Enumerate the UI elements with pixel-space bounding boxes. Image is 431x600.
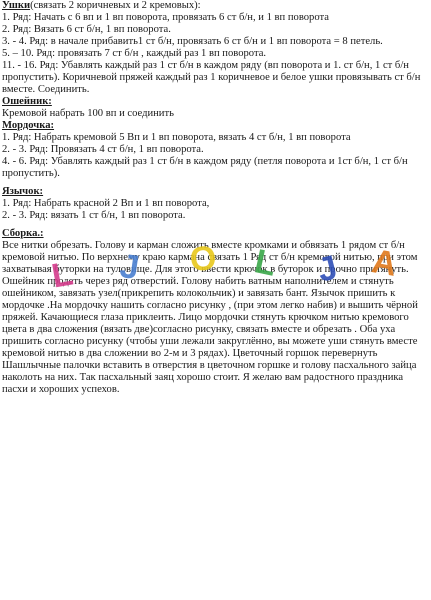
tongue-line: 1. Ряд: Набрать красной 2 Вп и 1 вп поворота, bbox=[2, 198, 210, 209]
collar-line: Кремовой набрать 100 вп и соединить bbox=[2, 108, 174, 119]
watermark-letter: J bbox=[117, 246, 142, 288]
ears-line: 5. – 10. Ряд: провязать 7 ст б/н , каждый раз 1 вп поворота. bbox=[2, 48, 267, 59]
muzzle-heading: Мордочка: bbox=[2, 120, 55, 131]
collar-heading: Ошейник: bbox=[2, 96, 52, 107]
ears-heading: Ушки bbox=[2, 0, 31, 11]
ears-line: 3. - 4. Ряд: в начале прибавить1 ст б/н, провязать 6 ст б/н и 1 вп поворота = 8 петель. bbox=[2, 36, 383, 47]
document bbox=[2, 0, 429, 396]
muzzle-line: 1. Ряд: Набрать кремовой 5 Вп и 1 вп поворота, вязать 4 ст б/н, 1 вп поворота bbox=[2, 132, 351, 143]
assembly-text: Все нитки обрезать. Голову и карман сложить вместе кромками и обвязать 1 рядом ст б/н кремовой нитью. По верхнему краю кармана связать 1 Ряд ст б/н кремовой нитью, при этом захватывая буторки на туловище. Для этого ввести крючок в буторок и прочно притянуть. Ошейник продеть через ряд отверстий. Голову набить ватным наполнителем и стянуть ошейником, завязать узел(прикрепить колокольчик) и завязать бант. Язычок пришить к мордочке .На мордочку нашить согласно рисунку , (при этом легко набив) и вышить чёрной пряжей. Качающиеся глаза приклеить. Лицо мордочки стянуть крючком нитью кремового цвета в два сложения (вязать две)согласно рисунку, связать вместе и обрезать . Оба уха пришить согласно рисунку (чтобы уши лежали закруглённо, вы можете уши стянуть вместе кремовой нитью в два сложении во 2-м и 3 рядах). Цветочный горшок перевернуть Шашлычные палочки вставить в отверстия в цветочном горшке и голову пасхального зайца наколоть на них. Так пасхальный заяц хорошо стоит. Я желаю вам радостного праздника пасхи и хороших успехов. bbox=[2, 240, 418, 395]
watermark-letter: L bbox=[251, 242, 280, 284]
tongue-heading: Язычок: bbox=[2, 186, 44, 197]
watermark-letter: J bbox=[313, 248, 342, 290]
watermark-letter: L bbox=[48, 254, 76, 296]
ears-line: 2. Ряд: Вязать 6 ст б/н, 1 вп поворота. bbox=[2, 24, 171, 35]
ears-line: 1. Ряд: Начать с 6 вп и 1 вп поворота, провязать 6 ст б/н, и 1 вп поворота bbox=[2, 12, 329, 23]
ears-heading-line bbox=[2, 0, 429, 12]
watermark-letter: A bbox=[368, 242, 400, 284]
assembly-heading: Сборка.: bbox=[2, 228, 44, 239]
ears-line: 11. - 16. Ряд: Убавлять каждый раз 1 ст б/н в каждом ряду (вп поворота и 1. ст б/н, 1 ст б/н пропустить). Коричневой пряжей каждый раз 1 коричневое и белое ушки провязывать ст б/н вместе. Соединить. bbox=[2, 60, 421, 95]
muzzle-line: 2. - 3. Ряд: Провязать 4 ст б/н, 1 вп поворота. bbox=[2, 144, 204, 155]
ears-heading-rest: (связать 2 коричневых и 2 кремовых): bbox=[30, 0, 201, 11]
tongue-line: 2. - 3. Ряд: вязать 1 ст б/н, 1 вп поворота. bbox=[2, 210, 186, 221]
watermark-letter: O bbox=[188, 238, 219, 280]
muzzle-line: 4. - 6. Ряд: Убавлять каждый раз 1 ст б/н в каждом ряду (петля поворота и 1ст б/н, 1 ст б/н пропустить). bbox=[2, 156, 408, 179]
